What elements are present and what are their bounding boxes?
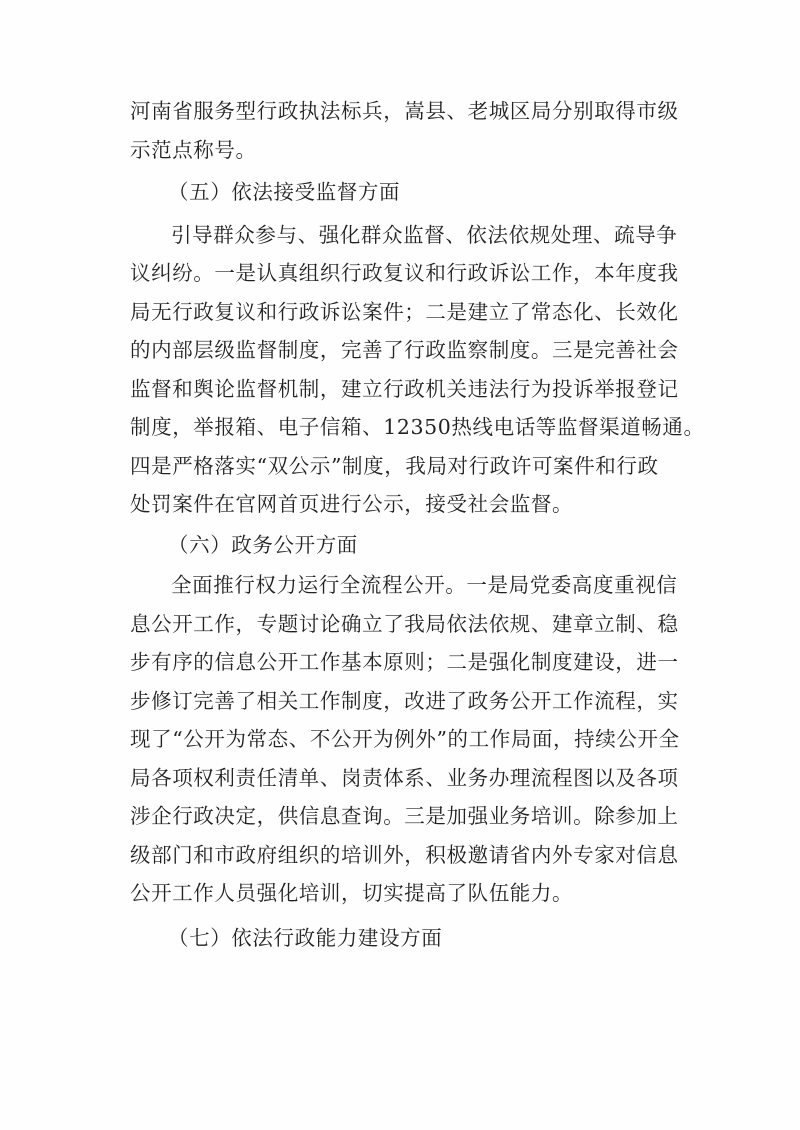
paragraph-line: 河南省服务型行政执法标兵，嵩县、老城区局分别取得市级: [130, 99, 679, 123]
paragraph-line: 步修订完善了相关工作制度，改进了政务公开工作流程，实: [130, 688, 679, 713]
paragraph-line: 局无行政复议和行政诉讼案件；二是建立了常态化、长效化: [130, 299, 679, 324]
paragraph-line: 级部门和市政府组织的培训外，积极邀请省内外专家对信息: [130, 842, 679, 867]
paragraph-line: 现了“公开为常态、不公开为例外”的工作局面，持续公开全: [130, 727, 680, 751]
paragraph-line: 局各项权利责任清单、岗责体系、业务办理流程图以及各项: [130, 765, 679, 790]
paragraph-line: 示范点称号。: [130, 137, 257, 162]
paragraph-line: 息公开工作，专题讨论确立了我局依法依规、建章立制、稳: [130, 611, 679, 636]
document-body: [130, 92, 705, 957]
paragraph-line: 涉企行政决定，供信息查询。三是加强业务培训。除参加上: [130, 804, 679, 828]
paragraph-line: 制度，举报箱、电子信箱、12350热线电话等监督渠道畅通。: [130, 415, 705, 439]
paragraph-line: 步有序的信息公开工作基本原则；二是强化制度建设，进一: [130, 650, 679, 674]
paragraph-line: 公开工作人员强化培训，切实提高了队伍能力。: [130, 881, 574, 905]
paragraph-line: 处罚案件在官网首页进行公示，接受社会监督。: [130, 492, 574, 516]
paragraph-line: 引导群众参与、强化群众监督、依法依规处理、疏导争: [171, 222, 678, 247]
section-heading-5: （五）依法接受监督方面: [168, 180, 401, 204]
section-heading-6: （六）政务公开方面: [168, 532, 358, 557]
paragraph-line: 监督和舆论监督机制，建立行政机关违法行为投诉举报登记: [130, 376, 679, 401]
paragraph-line: 议纠纷。一是认真组织行政复议和行政诉讼工作，本年度我: [130, 261, 679, 285]
paragraph-line: 全面推行权力运行全流程公开。一是局党委高度重视信: [171, 573, 678, 597]
paragraph-line: 的内部层级监督制度，完善了行政监察制度。三是完善社会: [130, 338, 679, 362]
section-heading-7: （七）依法行政能力建设方面: [168, 925, 443, 950]
paragraph-line: 四是严格落实“双公示”制度，我局对行政许可案件和行政: [130, 453, 659, 478]
